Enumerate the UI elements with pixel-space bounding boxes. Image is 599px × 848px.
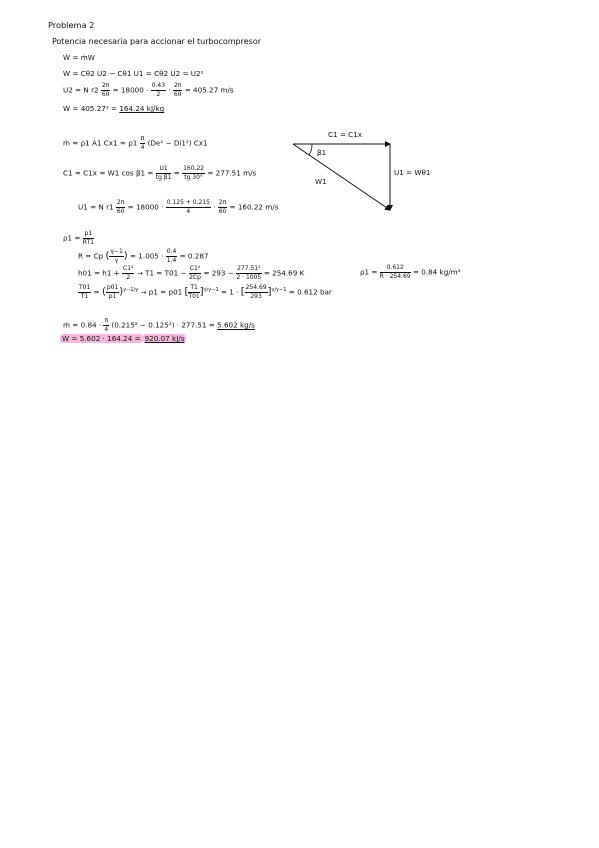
eq-gas-constant: R = Cp ( $\frac{\gamma-1}{\gamma}$ ) = 1.005 · $\frac{0.4}{1.4}$ = 0.287 (78, 248, 209, 264)
eq-c1-frac1: $\frac{U1}{\text{tg β1}}$ (155, 165, 172, 181)
eq-pressure: $\frac{T01}{T1}$ = ( $\frac{p01}{p1}$ )$^{\gamma-1/\gamma}$ → p1 = p01 [ $\frac{T1}{T01}$ ]$^{\gamma/\gamma-1}$ = 1 · [ $\frac{254.69}{293}$ ]$^{\gamma/\gamma-1}$ = 0.612 bar (79, 284, 332, 300)
eq-pressure-frac2: $\frac{p01}{p1}$ (106, 284, 119, 300)
beta1-angle-arc (309, 144, 312, 155)
eq-density-value-rhs: = 0.84 kg/m³ (412, 267, 461, 277)
diagram-label-w1: W1 (315, 177, 327, 186)
eq-u2-frac3: $\frac{2\pi}{60}$ (173, 82, 182, 98)
eq-pressure-frac3: $\frac{T1}{T01}$ (188, 284, 200, 300)
eq-enthalpy-frac2: $\frac{\text{C1²}}{2Cp}$ (189, 265, 201, 281)
eq-mass-flow-lhs: ṁ = ρ1 A1 Cx1 = ρ1 (63, 138, 138, 148)
eq-u1-frac1: $\frac{2\pi}{60}$ (116, 199, 125, 215)
eq-c1-frac2: $\frac{160.22}{tg 30^\circ}$ (183, 165, 205, 181)
eq-u2-rhs: = 405.27 m/s (184, 85, 234, 95)
eq-gas-constant-mid: = 1.005 · (129, 251, 164, 261)
diagram-label-u1: U1 = Wθ1 (394, 168, 431, 177)
problem-title: Problema 2 (48, 20, 95, 30)
eq-c1-rhs: = 277.51 m/s (207, 168, 257, 178)
eq-mass-flow-value-lhs: ṁ = 0.84 · (63, 320, 102, 330)
eq-density-lhs: ρ1 = (63, 233, 81, 243)
eq-gas-constant-rhs: = 0.287 (179, 251, 209, 261)
eq-pressure-mid2: = 1 · (220, 287, 239, 297)
eq-enthalpy-frac1: $\frac{\text{C1²}}{2}$ (123, 265, 134, 281)
eq-c1-lhs: C1 = C1x = W1 cos β1 = (63, 168, 154, 178)
eq-enthalpy-mid: → T1 = T01 − (136, 268, 187, 278)
eq-pressure-exp2: γ/γ−1 (203, 287, 219, 294)
eq-enthalpy-lhs: h01 = h1 + (78, 268, 120, 278)
eq-u1-frac2: $\frac{0.125 + 0.215}{4}$ (166, 199, 210, 215)
eq-u1: U1 = N r1 $\frac{2\pi}{60}$ = 18000 · $\frac{0.125 + 0.215}{4}$ · $\frac{2\pi}{60}$ = 160.22 m/s (78, 199, 279, 215)
eq-u2-mid: = 18000 · (112, 85, 149, 95)
eq-density-value-frac: $\frac{0.612}{R \cdot 254.69}$ (379, 264, 411, 280)
eq-work-definition: W = Cθ2 U2 − Cθ1 U1 = Cθ2 U2 = U2² (63, 69, 204, 78)
eq-mass-flow-frac: $\frac{\pi}{4}$ (140, 135, 145, 151)
w1-vector-line (293, 144, 390, 210)
eq-u1-rhs: = 160.22 m/s (229, 202, 279, 212)
eq-mass-flow-value-frac: $\frac{\pi}{4}$ (104, 317, 109, 333)
eq-enthalpy-frac3: $\frac{\text{277.51²}}{2 \cdot 1005}$ (236, 265, 262, 281)
eq-pressure-rhs: = 0.612 bar (288, 287, 332, 297)
eq-final-power-result: 920.07 kJ/s (144, 334, 185, 343)
eq-u2: U2 = N r2 $\frac{2\pi}{60}$ = 18000 · $\frac{0.43}{2}$ · $\frac{2\pi}{60}$ = 405.27 m/s (63, 82, 234, 98)
eq-u2-frac1: $\frac{2\pi}{60}$ (101, 82, 110, 98)
eq-u1-lhs: U1 = N r1 (78, 202, 114, 212)
eq-pressure-frac1: $\frac{T01}{T1}$ (79, 284, 91, 300)
eq-mass-flow-rhs: (De² − Di1²) Cx1 (147, 138, 208, 148)
eq-work-value-lhs: W = 405.27² = (63, 104, 118, 113)
eq-pressure-exp1: γ−1/γ (123, 287, 139, 294)
eq-mass-flow-value-result: 5.602 kg/s (217, 320, 255, 330)
eq-u1-mid: = 18000 · (127, 202, 164, 212)
eq-enthalpy-rhs: = 254.69 K (263, 268, 305, 278)
eq-density-value-lhs: ρ1 = (360, 267, 378, 277)
eq-u2-frac2: $\frac{0.43}{2}$ (151, 82, 166, 98)
eq-pressure-frac4: $\frac{254.69}{293}$ (245, 284, 267, 300)
eq-gas-constant-frac2: $\frac{0.4}{1.4}$ (166, 248, 177, 264)
eq-pressure-exp3: γ/γ−1 (271, 287, 287, 294)
eq-power-rate: Ẇ = ṁW (63, 53, 95, 62)
diagram-label-c1: C1 = C1x (328, 130, 363, 139)
eq-c1: C1 = C1x = W1 cos β1 = $\frac{U1}{\text{tg β1}}$ = $\frac{160.22}{tg 30^\circ}$ = 277.51 m/s (63, 165, 257, 181)
eq-density-frac: $\frac{p1}{RT1}$ (82, 230, 94, 246)
diagram-label-beta1: β1 (317, 148, 327, 157)
eq-gas-constant-frac1: $\frac{\gamma-1}{\gamma}$ (110, 248, 123, 264)
eq-final-power-lhs: Ẇ = 5.602 · 164.24 = (62, 334, 141, 343)
eq-enthalpy-mid2: = 293 − (203, 268, 234, 278)
eq-u1-frac3: $\frac{2\pi}{60}$ (218, 199, 227, 215)
eq-mass-flow-value-mid: (0.215² − 0.125²) · 277.51 = (111, 320, 215, 330)
eq-work-value-result: 164.24 kJ/kg (119, 104, 165, 113)
eq-u2-lhs: U2 = N r2 (63, 85, 99, 95)
eq-pressure-mid: → p1 = p01 (140, 287, 183, 297)
eq-gas-constant-lhs: R = Cp (78, 251, 104, 261)
section-subtitle: Potencia necesaria para accionar el turbocompresor (52, 37, 262, 46)
